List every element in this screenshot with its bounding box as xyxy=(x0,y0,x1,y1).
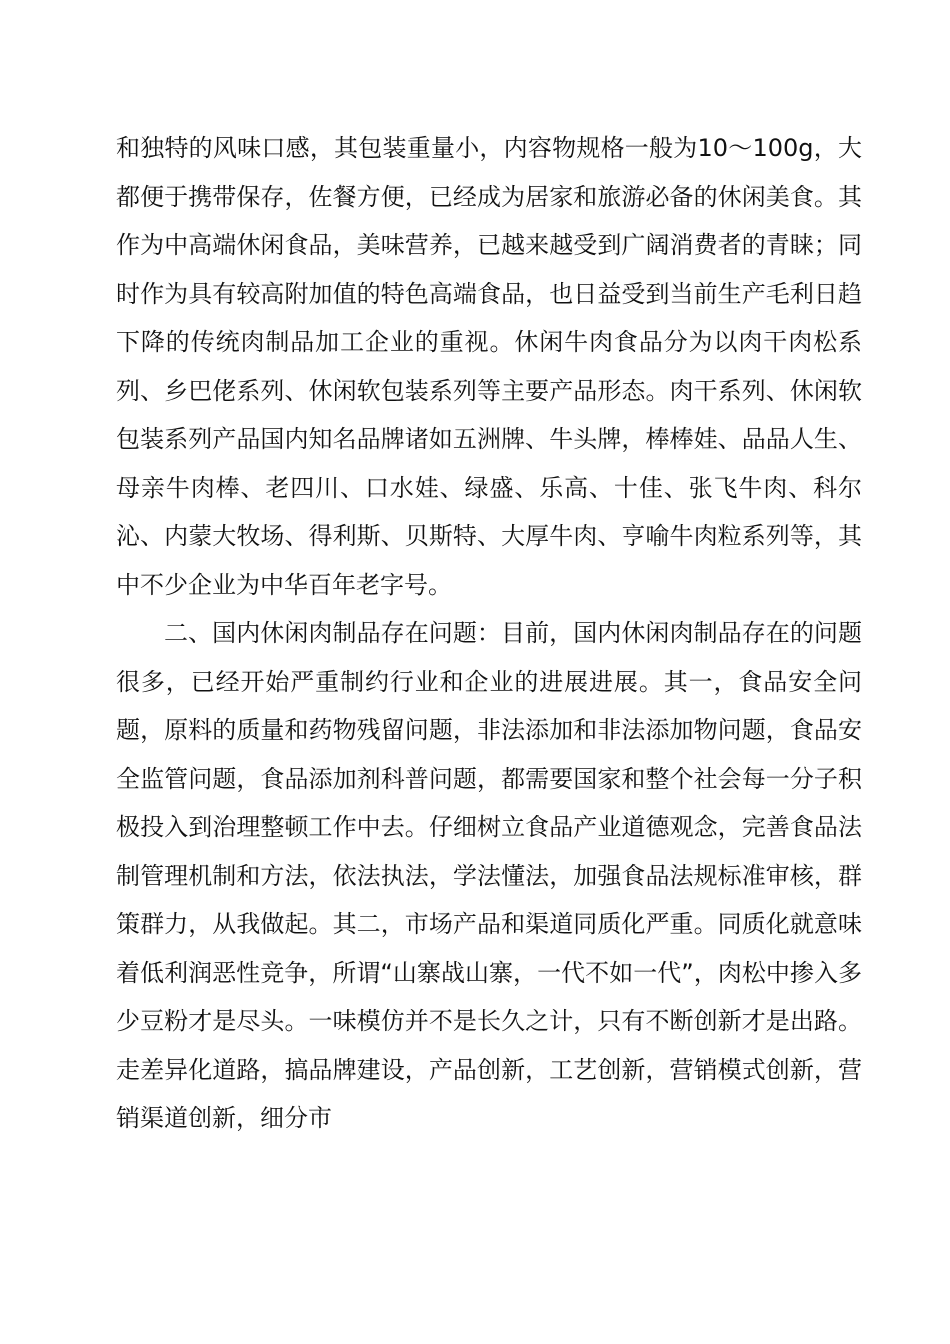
paragraph-continued: 和独特的风味口感，其包装重量小，内容物规格一般为10～100g，大都便于携带保存，佐餐方便，已经成为居家和旅游必备的休闲美食。其作为中高端休闲食品，美味营养，已越来越受到广阔消费者的青睐；同时作为具有较高附加值的特色高端食品，也日益受到当前生产毛利日趋下降的传统肉制品加工企业的重视。休闲牛肉食品分为以肉干肉松系列、乡巴佬系列、休闲软包装系列等主要产品形态。肉干系列、休闲软包装系列产品国内知名品牌诸如五洲牌、牛头牌，棒棒娃、品品人生、母亲牛肉棒、老四川、口水娃、绿盛、乐高、十佳、张飞牛肉、科尔沁、内蒙大牧场、得利斯、贝斯特、大厚牛肉、亨喻牛肉粒系列等，其中不少企业为中华百年老字号。 xyxy=(116,134,862,599)
body-text xyxy=(116,124,862,1143)
paragraph-section-two: 二、国内休闲肉制品存在问题：目前，国内休闲肉制品存在的问题很多，已经开始严重制约行业和企业的进展进展。其一，食品安全问题，原料的质量和药物残留问题，非法添加和非法添加物问题，食品安全监管问题，食品添加剂科普问题，都需要国家和整个社会每一分子积极投入到治理整顿工作中去。仔细树立食品产业道德观念，完善食品法制管理机制和方法，依法执法，学法懂法，加强食品法规标准审核，群策群力，从我做起。其二，市场产品和渠道同质化严重。同质化就意味着低利润恶性竞争，所谓“山寨战山寨，一代不如一代”，肉松中掺入多少豆粉才是尽头。一味模仿并不是长久之计，只有不断创新才是出路。走差异化道路，搞品牌建设，产品创新，工艺创新，营销模式创新，营销渠道创新，细分市 xyxy=(116,619,862,1132)
